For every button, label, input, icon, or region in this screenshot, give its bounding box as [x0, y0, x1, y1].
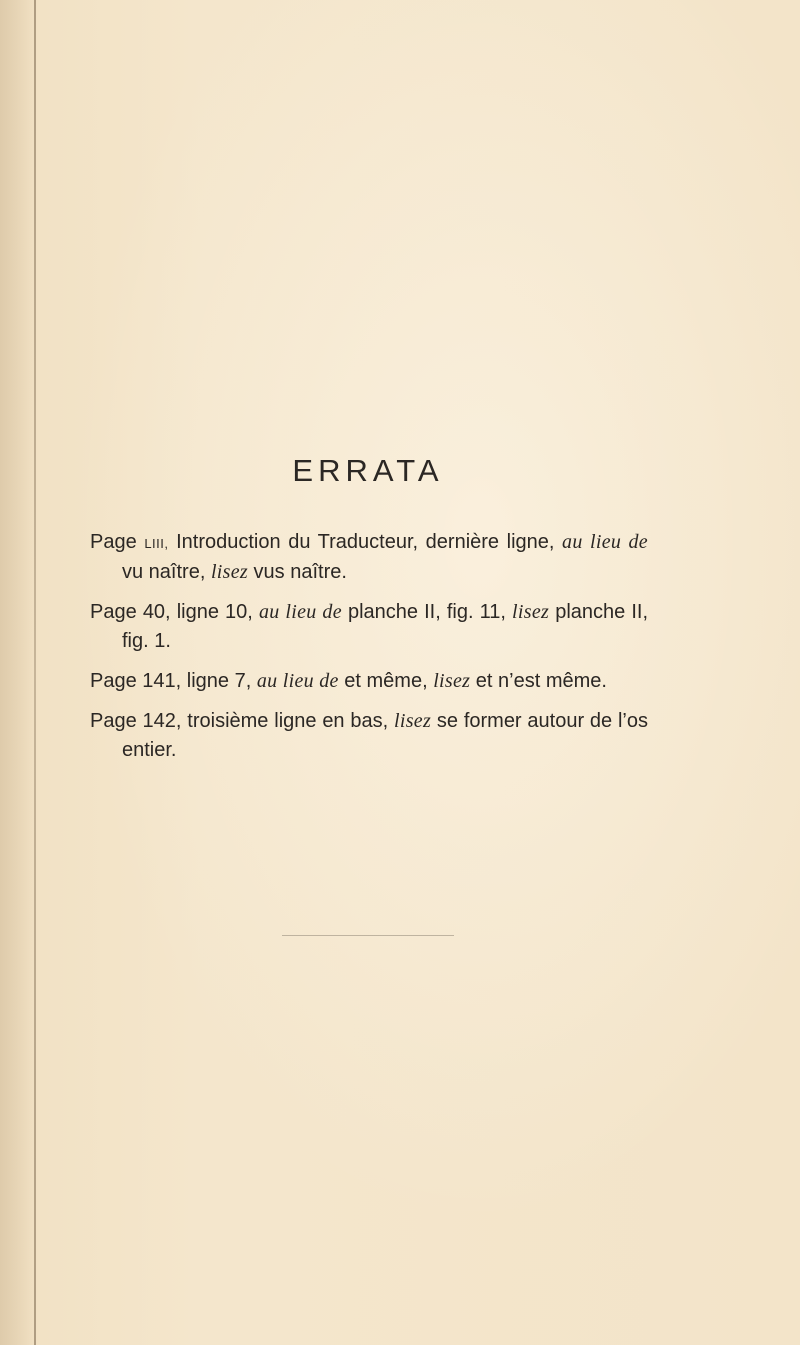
entry-text: vu naître,	[122, 561, 211, 583]
entry-page-ref: 40,	[142, 601, 171, 623]
errata-entry	[90, 528, 648, 587]
entry-italic: au lieu de	[258, 601, 342, 623]
entry-text: ligne 10,	[170, 601, 259, 623]
entry-page-label: Page	[90, 670, 137, 692]
closing-rule	[282, 935, 454, 936]
page-edge-line	[34, 0, 36, 1345]
entry-text: et même,	[338, 670, 434, 692]
entry-italic: lisez	[433, 670, 471, 692]
entry-text: planche II, fig. 11,	[341, 601, 513, 623]
entry-text: ligne 7,	[181, 670, 257, 692]
entry-text: et n’est même.	[470, 670, 607, 692]
page-gutter-shadow	[0, 0, 34, 1345]
entry-italic: lisez	[394, 710, 432, 732]
entry-text: troisième ligne en bas,	[181, 710, 394, 732]
entry-italic: au lieu de	[256, 670, 339, 692]
errata-entry	[90, 707, 648, 765]
entry-page-label: Page	[90, 710, 137, 732]
entry-italic: lisez	[210, 561, 248, 583]
entry-text: planche II, fig. 1.	[122, 601, 649, 652]
entry-italic: au lieu de	[562, 531, 648, 553]
page-title: ERRATA	[292, 452, 444, 488]
entry-page-ref: LIII,	[144, 536, 169, 551]
errata-list	[90, 528, 648, 776]
entry-page-label: Page	[90, 601, 137, 623]
entry-italic: lisez	[512, 601, 550, 623]
entry-page-label: Page	[90, 531, 137, 553]
errata-entry	[90, 667, 648, 696]
entry-page-ref: 141,	[142, 670, 182, 692]
errata-entry	[90, 598, 648, 656]
entry-text: vus naître.	[248, 561, 347, 583]
entry-text: se former autour de l’os entier.	[122, 710, 649, 761]
entry-text: Introduction du Traducteur, dernière ligne,	[168, 531, 563, 553]
entry-page-ref: 142,	[142, 710, 182, 732]
